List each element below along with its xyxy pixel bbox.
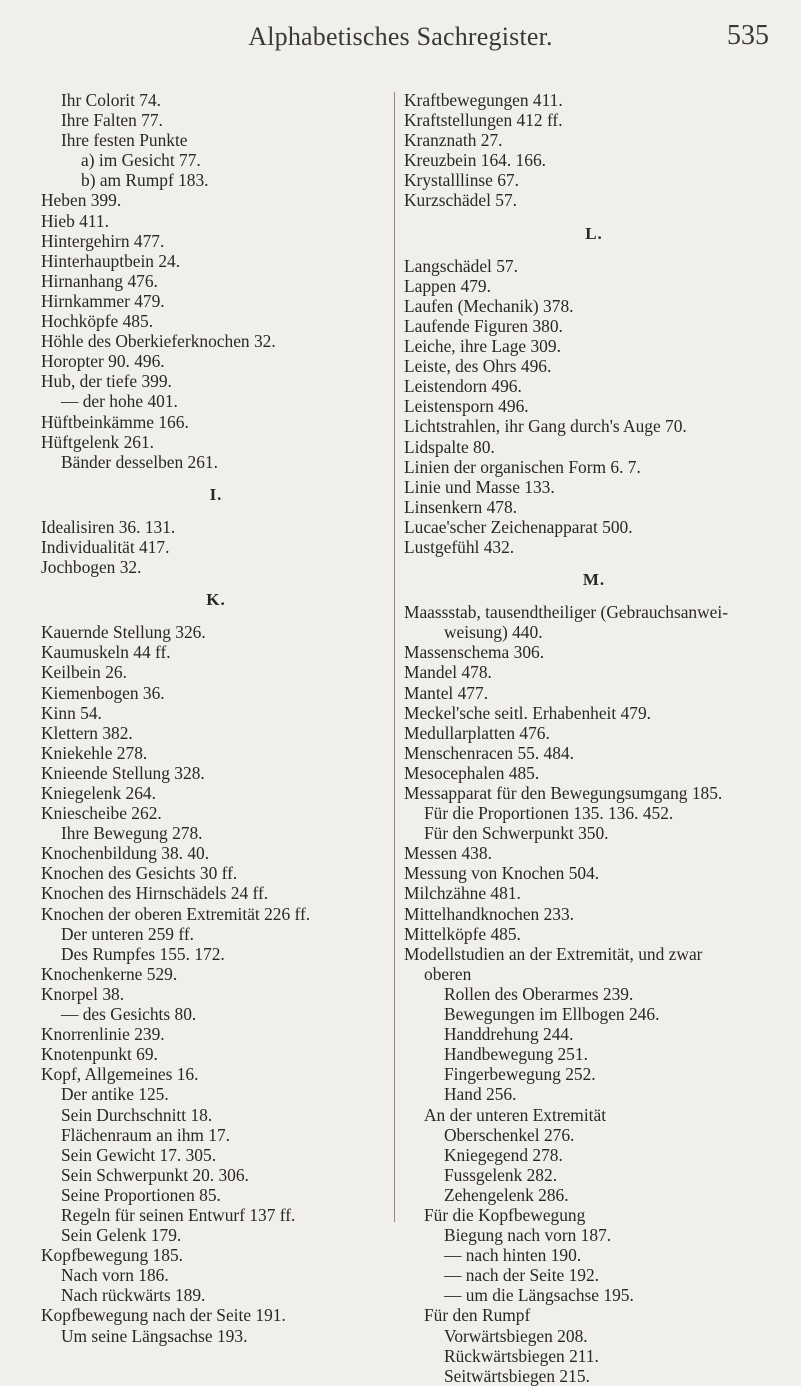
- index-entry: Messen 438.: [404, 843, 492, 864]
- index-entry: Menschenracen 55. 484.: [404, 742, 574, 763]
- index-entry: Biegung nach vorn 187.: [444, 1225, 612, 1246]
- index-entry: Heben 399.: [41, 190, 122, 211]
- section-letter: M.: [582, 570, 606, 590]
- index-entry: Hinterhauptbein 24.: [41, 250, 181, 271]
- page-header: [0, 16, 801, 56]
- index-entry: Kraftstellungen 412 ff.: [404, 110, 563, 131]
- index-entry: Seitwärtsbiegen 215.: [444, 1365, 590, 1386]
- index-entry: — des Gesichts 80.: [61, 1004, 197, 1025]
- index-entry: Seine Proportionen 85.: [61, 1184, 221, 1205]
- index-entry: Lappen 479.: [404, 275, 491, 296]
- index-entry: Kniekehle 278.: [41, 742, 148, 763]
- index-entry: Kiemenbogen 36.: [41, 682, 165, 703]
- index-entry: Bewegungen im Ellbogen 246.: [444, 1004, 660, 1025]
- index-entry: Für die Proportionen 135. 136. 452.: [424, 803, 674, 824]
- index-entry: Massenschema 306.: [404, 642, 545, 663]
- index-entry: Messung von Knochen 504.: [404, 863, 600, 884]
- index-entry: Milchzähne 481.: [404, 883, 521, 904]
- index-entry: Mantel 477.: [404, 682, 489, 703]
- section-letter: L.: [585, 223, 603, 243]
- index-entry: Knorpel 38.: [41, 983, 125, 1004]
- index-entry: Knorrenlinie 239.: [41, 1024, 165, 1045]
- index-entry: Linien der organischen Form 6. 7.: [404, 456, 641, 477]
- index-entry: Hüftgelenk 261.: [41, 431, 155, 452]
- index-entry: Sein Gelenk 179.: [61, 1225, 182, 1246]
- index-entry: Lichtstrahlen, ihr Gang durch's Auge 70.: [404, 416, 687, 437]
- index-entry: Kinn 54.: [41, 702, 102, 723]
- index-entry: Nach vorn 186.: [61, 1265, 169, 1286]
- index-column-right: [404, 90, 784, 1386]
- index-entry: Ihr Colorit 74.: [61, 90, 161, 110]
- index-entry: Maassstab, tausendtheiliger (Gebrauchsanwei-: [404, 602, 729, 623]
- index-entry: Kranznath 27.: [404, 130, 503, 151]
- index-entry: Kopfbewegung 185.: [41, 1245, 183, 1266]
- index-entry: — der hohe 401.: [61, 391, 178, 412]
- index-entry: Oberschenkel 276.: [444, 1124, 575, 1145]
- index-entry: Knochenkerne 529.: [41, 963, 178, 984]
- index-entry: Knochenbildung 38. 40.: [41, 843, 210, 864]
- index-entry: Kniescheibe 262.: [41, 803, 162, 824]
- index-entry: Um seine Längsachse 193.: [61, 1325, 248, 1346]
- index-entry: Klettern 382.: [41, 722, 133, 743]
- index-entry: Medullarplatten 476.: [404, 722, 550, 743]
- index-entry: — nach hinten 190.: [444, 1245, 582, 1266]
- running-title: Alphabetisches Sachregister.: [248, 22, 553, 51]
- index-entry: Knochen des Hirnschädels 24 ff.: [41, 883, 269, 904]
- index-entry: Fussgelenk 282.: [444, 1164, 558, 1185]
- index-entry: Der antike 125.: [61, 1084, 169, 1105]
- index-entry: Ihre Falten 77.: [61, 110, 163, 131]
- index-entry: Hieb 411.: [41, 210, 109, 231]
- index-entry: Hochköpfe 485.: [41, 311, 154, 332]
- index-entry: Keilbein 26.: [41, 662, 127, 683]
- index-entry: Kniegelenk 264.: [41, 783, 156, 803]
- index-entry: Höhle des Oberkieferknochen 32.: [41, 331, 276, 352]
- index-entry: Hirnanhang 476.: [41, 270, 158, 291]
- index-entry: Langschädel 57.: [404, 255, 518, 276]
- index-entry: Laufen (Mechanik) 378.: [404, 295, 574, 316]
- index-entry: Linie und Masse 133.: [404, 476, 555, 497]
- index-entry: Kniegegend 278.: [444, 1144, 563, 1165]
- index-entry: a) im Gesicht 77.: [81, 150, 201, 171]
- index-entry: An der unteren Extremität: [424, 1104, 607, 1125]
- index-entry: Mesocephalen 485.: [404, 762, 540, 783]
- index-entry: Kreuzbein 164. 166.: [404, 150, 546, 171]
- index-entry: Regeln für seinen Entwurf 137 ff.: [61, 1204, 296, 1225]
- index-entry: Sein Durchschnitt 18.: [61, 1104, 213, 1125]
- index-column-left: [41, 90, 391, 1346]
- index-entry: Rückwärtsbiegen 211.: [444, 1345, 599, 1366]
- index-entry: Hand 256.: [444, 1084, 517, 1105]
- index-entry: Leiste, des Ohrs 496.: [404, 356, 552, 377]
- index-entry: Kaumuskeln 44 ff.: [41, 642, 171, 663]
- index-entry: Lucae'scher Zeichenapparat 500.: [404, 516, 633, 537]
- index-entry: Linsenkern 478.: [404, 496, 518, 517]
- section-letter: K.: [206, 590, 226, 610]
- index-entry: Leistensporn 496.: [404, 396, 529, 417]
- index-entry: Fingerbewegung 252.: [444, 1064, 596, 1085]
- index-entry: Für die Kopfbewegung: [424, 1204, 586, 1225]
- index-entry: Hüftbeinkämme 166.: [41, 411, 189, 432]
- index-entry: Rollen des Oberarmes 239.: [444, 983, 634, 1004]
- index-entry: weisung) 440.: [444, 622, 543, 643]
- index-entry: Der unteren 259 ff.: [61, 923, 194, 944]
- index-entry: Sein Schwerpunkt 20. 306.: [61, 1164, 249, 1185]
- index-entry: Flächenraum an ihm 17.: [61, 1124, 231, 1145]
- index-entry: Knotenpunkt 69.: [41, 1044, 158, 1065]
- index-entry: Knieende Stellung 328.: [41, 762, 205, 783]
- index-entry: Für den Rumpf: [424, 1305, 531, 1326]
- index-entry: Mittelköpfe 485.: [404, 923, 521, 944]
- index-entry: oberen: [424, 963, 472, 984]
- column-divider: [394, 92, 395, 1222]
- index-entry: Jochbogen 32.: [41, 557, 142, 578]
- index-entry: Lidspalte 80.: [404, 436, 495, 457]
- index-entry: Handdrehung 244.: [444, 1024, 574, 1045]
- index-entry: Knochen der oberen Extremität 226 ff.: [41, 903, 311, 924]
- index-entry: Hub, der tiefe 399.: [41, 371, 172, 392]
- index-entry: Messapparat für den Bewegungsumgang 185.: [404, 783, 723, 803]
- index-entry: Mandel 478.: [404, 662, 492, 683]
- index-entry: Idealisiren 36. 131.: [41, 516, 176, 537]
- index-entry: Ihre festen Punkte: [61, 130, 188, 151]
- index-entry: b) am Rumpf 183.: [81, 170, 209, 191]
- index-entry: Für den Schwerpunkt 350.: [424, 823, 609, 844]
- index-entry: Kauernde Stellung 326.: [41, 622, 206, 643]
- index-entry: Nach rückwärts 189.: [61, 1285, 206, 1306]
- page-number: 535: [727, 20, 769, 51]
- index-entry: Kraftbewegungen 411.: [404, 90, 563, 110]
- index-entry: Modellstudien an der Extremität, und zwar: [404, 943, 703, 964]
- index-entry: Hintergehirn 477.: [41, 230, 165, 251]
- index-entry: — nach der Seite 192.: [444, 1265, 600, 1286]
- index-entry: Kurzschädel 57.: [404, 190, 517, 211]
- index-entry: Hirnkammer 479.: [41, 290, 165, 311]
- index-entry: Leistendorn 496.: [404, 376, 522, 397]
- index-entry: Zehengelenk 286.: [444, 1184, 569, 1205]
- index-entry: Mittelhandknochen 233.: [404, 903, 575, 924]
- index-entry: Bänder desselben 261.: [61, 451, 218, 472]
- index-entry: Vorwärtsbiegen 208.: [444, 1325, 588, 1346]
- index-entry: Kopf, Allgemeines 16.: [41, 1064, 199, 1085]
- index-entry: Leiche, ihre Lage 309.: [404, 336, 561, 357]
- index-entry: Laufende Figuren 380.: [404, 315, 563, 336]
- index-entry: Kopfbewegung nach der Seite 191.: [41, 1305, 286, 1326]
- index-entry: Handbewegung 251.: [444, 1044, 588, 1065]
- index-entry: Knochen des Gesichts 30 ff.: [41, 863, 238, 884]
- index-entry: Sein Gewicht 17. 305.: [61, 1144, 217, 1165]
- index-entry: Meckel'sche seitl. Erhabenheit 479.: [404, 702, 652, 723]
- index-entry: Des Rumpfes 155. 172.: [61, 943, 225, 964]
- section-letter: I.: [209, 484, 223, 504]
- index-entry: Lustgefühl 432.: [404, 536, 515, 557]
- index-entry: Horopter 90. 496.: [41, 351, 165, 372]
- index-entry: — um die Längsachse 195.: [444, 1285, 634, 1306]
- index-entry: Ihre Bewegung 278.: [61, 823, 203, 844]
- index-entry: Individualität 417.: [41, 536, 170, 557]
- index-entry: Krystalllinse 67.: [404, 170, 519, 191]
